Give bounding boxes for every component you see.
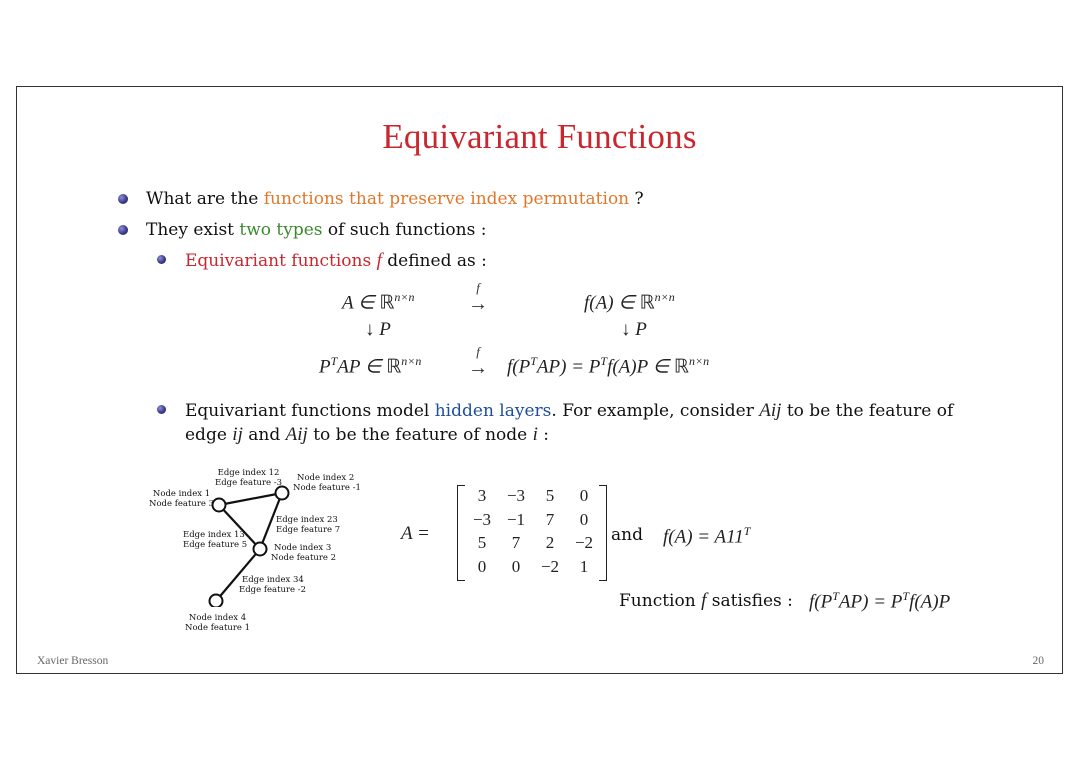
sub-bullet-2-mid: to be the feature of node — [307, 425, 533, 445]
matrix-cell: 5 — [545, 486, 555, 505]
matrix-cell: 0 — [579, 509, 589, 529]
graph-label-text: Edge index 34 — [242, 575, 304, 585]
slide-title: Equivariant Functions — [382, 117, 697, 156]
diagram-text: AP) = P — [536, 356, 601, 378]
down-arrow-P-left: ↓ P — [365, 319, 391, 340]
arrow-f-top — [467, 280, 489, 316]
footer-page-number: 20 — [1032, 655, 1044, 667]
matrix-cell: 0 — [579, 486, 589, 505]
edge-13-label — [183, 530, 247, 550]
matrix-A — [457, 485, 607, 581]
sub-bullet-1-f: f — [376, 250, 382, 271]
bullet-dot — [118, 225, 128, 235]
diagram-text: f(P — [507, 356, 531, 378]
matrix-cell: 0 — [477, 556, 487, 576]
fA-equation — [663, 524, 750, 548]
bullet-2-suffix: of such functions : — [322, 220, 487, 240]
and-text: and — [611, 525, 643, 545]
footer-author: Xavier Bresson — [37, 655, 109, 667]
graph-label-text: Node index 4 — [188, 613, 247, 623]
matrix-cell: 1 — [579, 556, 589, 576]
diagram-fPTAP — [507, 354, 709, 378]
matrix-cell: 7 — [511, 533, 521, 552]
node-1-label — [149, 489, 214, 509]
sub-bullet-2-mid: . For example, consider — [551, 401, 760, 421]
superscript: T — [530, 354, 537, 368]
matrix-cell: −2 — [574, 533, 594, 552]
arrow-label: f — [476, 344, 480, 359]
superscript: T — [743, 524, 751, 538]
superscript: n×n — [654, 290, 675, 304]
blackboard-R: ℝ — [386, 356, 402, 378]
matrix-cell: 2 — [545, 533, 555, 552]
bullet-2-text: They exist — [146, 220, 240, 240]
matrix-cell: −3 — [506, 486, 526, 505]
graph-label-text: Node feature 1 — [185, 623, 251, 633]
eq-text: f(P — [809, 591, 833, 613]
diagram-text: f(A)P ∈ — [607, 356, 674, 378]
superscript: T — [902, 589, 910, 603]
matrix-cell: 0 — [511, 556, 521, 576]
fA-text: f(A) = A11 — [663, 526, 744, 548]
graph-label-text: Edge feature -3 — [215, 478, 283, 488]
matrix-lhs: A = — [401, 523, 430, 544]
graph-label-text: Edge feature 5 — [183, 540, 248, 550]
graph-label-text: Node index 2 — [297, 473, 355, 483]
satisfies-label — [619, 590, 793, 612]
arrow-glyph: → — [468, 293, 488, 315]
math-sub-ij: ij — [770, 400, 782, 421]
bullet-1-highlight: functions that preserve index permutation — [263, 189, 630, 209]
diagram-text: A ∈ — [342, 292, 380, 314]
diagram-fA-in-R — [584, 290, 675, 314]
graph-node-3 — [254, 543, 267, 556]
sub-bullet-2-highlight: hidden layers — [434, 401, 552, 421]
math-sub-ij: ij — [297, 424, 308, 445]
slide-frame — [16, 86, 1063, 674]
math-A: A — [759, 400, 771, 421]
blackboard-R: ℝ — [639, 292, 655, 314]
sub-bullet-2-after: to be the feature of — [781, 401, 954, 421]
blackboard-R: ℝ — [379, 292, 395, 314]
node-4-label — [185, 613, 250, 633]
sub-bullet-dot — [157, 255, 166, 264]
graph-label-text: Node feature -1 — [293, 483, 361, 493]
eq-text: f(A)P — [909, 591, 951, 613]
edge-23-label — [276, 515, 340, 535]
bullet-1 — [146, 189, 644, 209]
graph-edge-12 — [219, 493, 282, 505]
graph-label-text: Edge feature 7 — [276, 525, 341, 535]
matrix-cell: 3 — [477, 486, 487, 505]
superscript: n×n — [394, 290, 415, 304]
graph-node-2 — [276, 487, 289, 500]
node-2-label — [293, 473, 361, 493]
matrix-cell: 5 — [477, 533, 487, 552]
math-i: i — [532, 424, 538, 445]
bullet-dot — [118, 194, 128, 204]
graph-node-1 — [213, 499, 226, 512]
edge-12-label — [215, 468, 282, 488]
graph-label-text: Node index 1 — [152, 489, 211, 499]
math-ij: ij — [232, 424, 243, 445]
down-arrow-P-right: ↓ P — [621, 319, 647, 340]
graph-label-text: Edge feature -2 — [239, 585, 307, 595]
sub-bullet-2-end: : — [537, 425, 550, 445]
bullet-2 — [146, 220, 486, 240]
matrix-left-bracket — [457, 485, 465, 581]
arrow-glyph: → — [468, 357, 488, 379]
sub-bullet-2-text: Equivariant functions model — [185, 401, 435, 421]
diagram-text: f(A) ∈ — [584, 292, 640, 314]
bullet-1-text: What are the — [146, 189, 264, 209]
graph-label-text: Edge index 12 — [217, 468, 280, 478]
sub-bullet-2-and: and — [242, 425, 286, 445]
sub-bullet-1 — [185, 250, 487, 272]
graph-label-text: Edge index 13 — [183, 530, 245, 540]
diagram-A-in-R — [342, 290, 415, 314]
math-f: f — [701, 590, 707, 611]
diagram-text: P — [319, 356, 331, 378]
node-3-label — [271, 543, 336, 563]
arrow-f-bottom — [467, 344, 489, 380]
graph-node-4 — [210, 595, 223, 608]
superscript: T — [832, 589, 839, 603]
diagram-PTAP-in-R — [319, 354, 421, 378]
bullet-1-suffix: ? — [629, 189, 644, 209]
matrix-cell: 7 — [545, 509, 555, 529]
arrow-label: f — [476, 280, 480, 295]
satisfies-suffix: satisfies : — [706, 591, 793, 611]
graph-label-text: Node feature 3 — [149, 499, 215, 509]
satisfies-text: Function — [619, 591, 702, 611]
superscript: n×n — [688, 354, 710, 368]
superscript: T — [330, 354, 338, 368]
graph-label-text: Edge index 23 — [276, 515, 338, 525]
sub-bullet-1-suffix: defined as : — [381, 251, 487, 271]
sub-bullet-dot — [157, 405, 166, 414]
matrix-cell: −1 — [506, 509, 526, 529]
sub-bullet-1-highlight: Equivariant functions — [185, 251, 377, 271]
matrix-cell: −3 — [472, 509, 492, 529]
matrix-cell: −2 — [540, 556, 560, 576]
edge-34-label — [239, 575, 306, 595]
math-A: A — [285, 424, 298, 445]
graph-label-text: Node feature 2 — [271, 553, 337, 563]
superscript: T — [600, 354, 608, 368]
eq-text: AP) = P — [838, 591, 903, 613]
superscript: n×n — [401, 354, 422, 368]
sub-bullet-2-line-1 — [185, 400, 953, 422]
diagram-text: AP ∈ — [337, 356, 387, 378]
satisfies-equation — [809, 589, 950, 613]
blackboard-R: ℝ — [673, 356, 689, 378]
sub-bullet-2-line-2 — [185, 424, 549, 446]
sub-bullet-2-line2-text: edge — [185, 425, 233, 445]
bullet-2-highlight: two types — [239, 220, 323, 240]
graph-label-text: Node index 3 — [274, 543, 332, 553]
